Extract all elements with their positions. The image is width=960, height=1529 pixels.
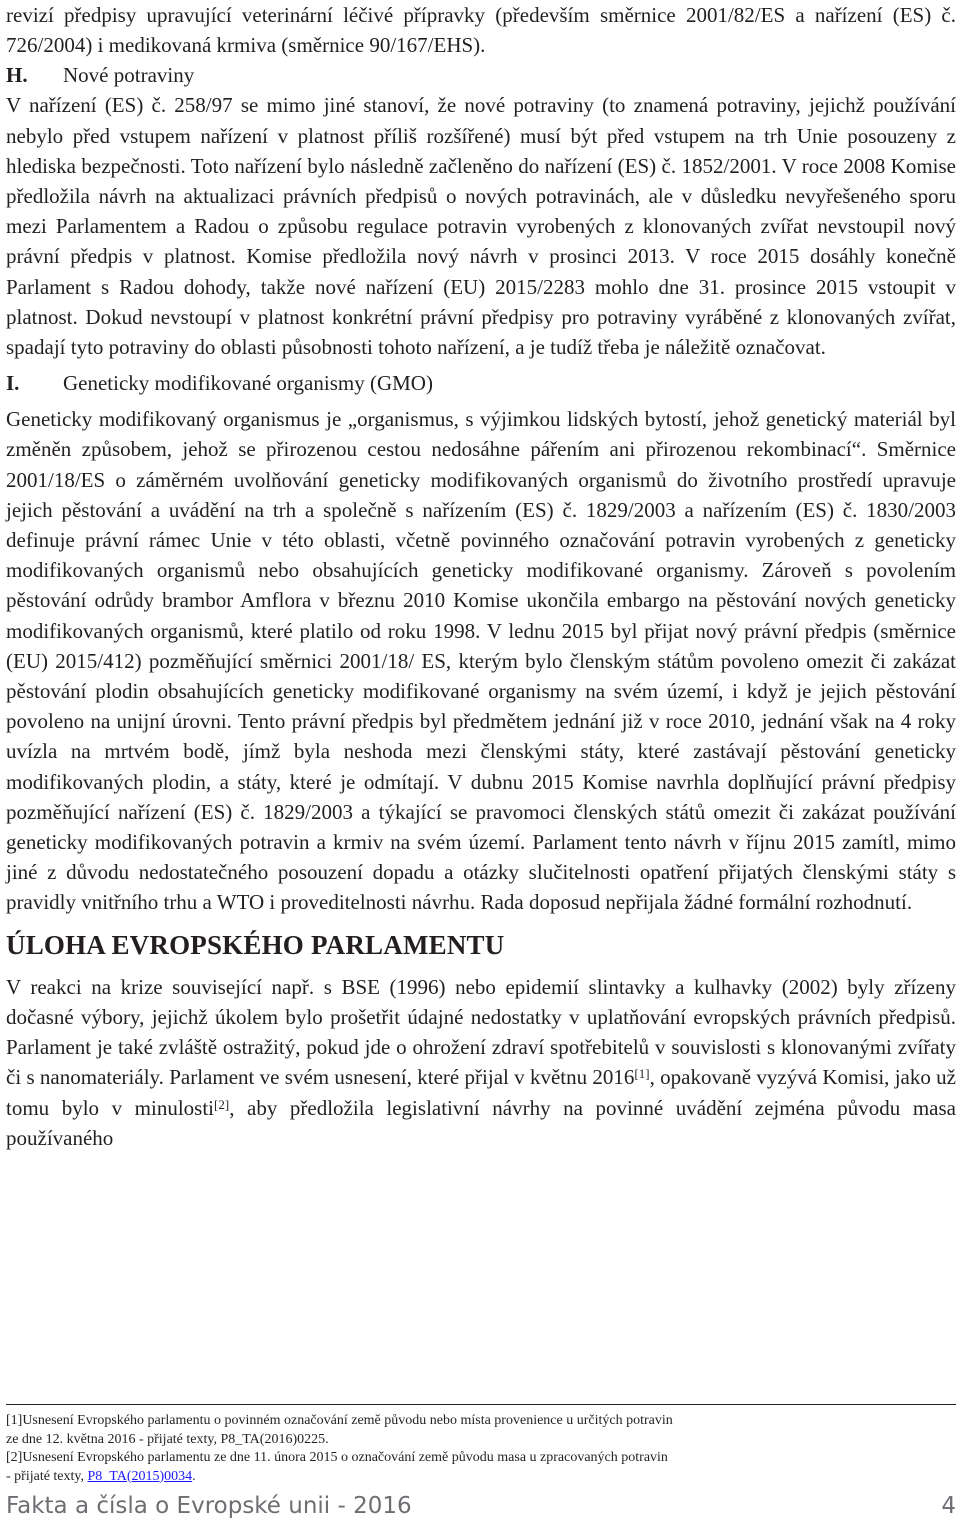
- section-title-h: Nové potraviny: [63, 63, 195, 88]
- paragraph-parliament-role: [6, 972, 956, 1153]
- paragraph-text-part-1: V reakci na krize související např. s BSE (1996) nebo epidemií slintavky a kulhavky (2002) byly zřízeny dočasné výbory, jejichž úkolem bylo prošetřit údajné nedostatky v uplatňování evropských právních předpisů. Parlament je také zvláště ostražitý, pokud jde o ohrožení zdraví spotřebitelů v souvislosti s klonovanými zvířaty či s nanomateriály. Parlament ve svém usnesení, které přijal v květnu 2016: [6, 974, 956, 1090]
- heading-role-of-parliament: ÚLOHA EVROPSKÉHO PARLAMENTU: [6, 929, 505, 960]
- page-number: 4: [941, 1493, 956, 1519]
- section-label-i: I.: [6, 371, 20, 396]
- footnote-1-line-1: [1]Usnesení Evropského parlamentu o povinném označování země původu nebo místa provenience u určitých potravin: [6, 1413, 673, 1428]
- footnote-2-prefix: - přijaté texty,: [6, 1468, 88, 1484]
- paragraph-text-part-3: , aby předložila legislativní návrhy na povinné uvádění zejména původu masa používaného: [6, 1095, 956, 1150]
- section-heading-h: [6, 60, 956, 90]
- paragraph-novel-foods: V nařízení (ES) č. 258/97 se mimo jiné stanoví, že nové potraviny (to znamená potraviny, jejichž používání nebylo před vstupem nařízení v platnost příliš rozšířené) musí být před vstupem na trh Unie posouzeny z hlediska bezpečnosti. Toto nařízení bylo následně začleněno do nařízení (ES) č. 1852/2001. V roce 2008 Komise předložila návrh na aktualizaci právních předpisů o nových potravinách, ale v důsledku nevyřešeného sporu mezi Parlamentem a Radou o způsobu regulace potravin vyrobených z klonovaných zvířat nevstoupil nový právní předpis v platnost. Komise předložila nový návrh v prosinci 2013. V roce 2015 dosáhly konečně Parlament s Radou dohody, takže nové nařízení (EU) 2015/2283 mohlo dne 31. prosince 2015 vstoupit v platnost. Dokud nevstoupí v platnost konkrétní právní předpisy pro potraviny vyráběné z klonovaných zvířat, spadají tyto potraviny do oblasti působnosti tohoto nařízení, a je tudíž třeba je náležitě označovat.: [6, 93, 956, 360]
- footnote-divider: [6, 1404, 956, 1405]
- section-heading-i: [6, 368, 956, 398]
- paragraph-intro: revizí předpisy upravující veterinární léčivé přípravky (především směrnice 2001/82/ES a nařízení (ES) č. 726/2004) i medikovaná krmiva (směrnice 90/167/EHS).: [6, 3, 956, 58]
- footnote-2-line-1: [2]Usnesení Evropského parlamentu ze dne 11. února 2015 o označování země původu masa u zpracovaných potravin: [6, 1450, 668, 1465]
- page-footer: [6, 1493, 956, 1525]
- section-label-h: H.: [6, 63, 28, 88]
- footer-title: Fakta a čísla o Evropské unii - 2016: [6, 1493, 412, 1519]
- footnote-2-link[interactable]: P8_TA(2015)0034: [87, 1468, 193, 1484]
- footnote-ref-1[interactable]: [1]: [634, 1066, 650, 1082]
- footnote-2-line-2: [6, 1468, 956, 1487]
- document-page: [6, 0, 956, 1153]
- footnote-1-line-2: ze dne 12. května 2016 - přijaté texty, P8_TA(2016)0225.: [6, 1431, 329, 1447]
- paragraph-gmo: Geneticky modifikovaný organismus je „organismus, s výjimkou lidských bytostí, jehož genetický materiál byl změněn způsobem, jehož se přirozenou cestou nedosáhne pářením ani přirozenou rekombinací“. Směrnice 2001/18/ES o záměrném uvolňování geneticky modifikovaných organismů do životního prostředí upravuje jejich pěstování a uvádění na trh a společně s nařízením (ES) č. 1829/2003 a nařízením (ES) č. 1830/2003 definuje právní rámec Unie v této oblasti, včetně povinného označování potravin vyrobených z geneticky modifikovaných organismů nebo obsahujících geneticky modifikované organismy. Zároveň s povolením pěstování odrůdy brambor Amflora v březnu 2010 Komise ukončila embargo na pěstování nových geneticky modifikovaných organismů, které platilo od roku 1998. V lednu 2015 byl přijat nový právní předpis (směrnice (EU) 2015/412) pozměňující směrnici 2001/18/ ES, kterým bylo členským státům povoleno omezit či zakázat pěstování plodin obsahujících geneticky modifikované organismy na svém území, i když je jejich pěstování povoleno na unijní úrovni. Tento právní předpis byl předmětem jednání již v roce 2010, jednání však na 4 roky uvízla na mrtvém bodě, jímž byla neshoda mezi členskými státy, které zastávají pěstování geneticky modifikovaných plodin, a státy, které je odmítají. V dubnu 2015 Komise navrhla doplňující právní předpisy pozměňující nařízení (ES) č. 1829/2003 a týkající se pravomoci členských států omezit či zakázat používání geneticky modifikovaných potravin a krmiv na svém území. Parlament tento návrh v říjnu 2015 zamítl, mimo jiné z důvodu nedostatečného posouzení dopadu a otázky slučitelnosti opatření přijatých členskými státy s pravidly vnitřního trhu a WTO i proveditelnosti návrhu. Rada doposud nepřijala žádné formální rozhodnutí.: [6, 407, 956, 915]
- section-title-i: Geneticky modifikované organismy (GMO): [63, 371, 433, 396]
- footnote-ref-2[interactable]: [2]: [214, 1096, 230, 1112]
- footnote-2-suffix: .: [192, 1468, 196, 1484]
- footnotes: [6, 1412, 956, 1486]
- paragraph-text-part-2: , opakovaně vyzývá Komisi, jako už tomu bylo v minulosti: [6, 1065, 956, 1120]
